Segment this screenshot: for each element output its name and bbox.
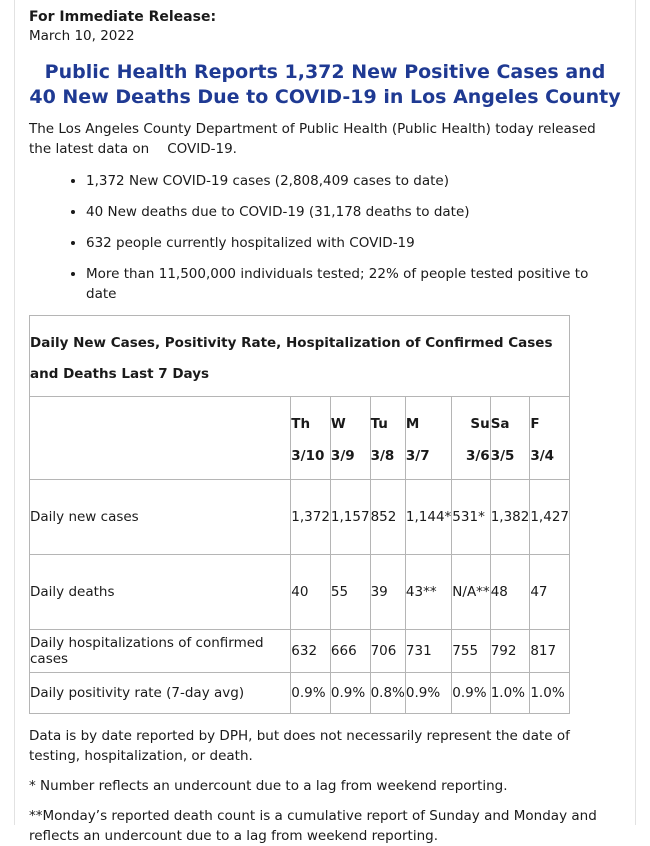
table-cell: 731 [405,630,451,673]
row-label: Daily deaths [30,555,291,630]
header-day: Su 3/6 [452,397,490,480]
seven-day-table [29,315,570,714]
row-label: Daily positivity rate (7-day avg) [30,673,291,714]
footnote: **Monday’s reported death count is a cumulative report of Sunday and Monday and reflects an undercount due to a lag from weekend reporting. [29,808,597,844]
table-cell: 0.8% [370,673,405,714]
table-cell: 55 [330,555,370,630]
list-item: • 40 New deaths due to COVID-19 (31,178 deaths to date) [86,202,609,222]
table-cell: 666 [330,630,370,673]
list-item: • 632 people currently hospitalized with COVID-19 [86,233,609,253]
table-row [30,480,570,555]
table-cell: 39 [370,555,405,630]
row-label: Daily new cases [30,480,291,555]
press-release [29,8,621,846]
table-cell: 706 [370,630,405,673]
header-day: Tu 3/8 [370,397,405,480]
table-cell: 1,427 [530,480,570,555]
table-row [30,630,570,673]
release-date: March 10, 2022 [29,28,135,44]
footnote: * Number reflects an undercount due to a lag from weekend reporting. [29,778,508,794]
header-day: W 3/9 [330,397,370,480]
header-day: F 3/4 [530,397,570,480]
table-cell: 1.0% [490,673,530,714]
table-cell: 531* [452,480,490,555]
table-header-row [30,397,570,480]
release-label: For Immediate Release: [29,9,217,25]
table-row [30,555,570,630]
table-row [30,673,570,714]
header-day: Th 3/10 [291,397,331,480]
list-item: • 1,372 New COVID-19 cases (2,808,409 cases to date) [86,171,609,191]
header-day: Sa 3/5 [490,397,530,480]
table-cell: 1.0% [530,673,570,714]
header-day: M 3/7 [405,397,451,480]
table-cell: 1,157 [330,480,370,555]
table-cell: 1,144* [405,480,451,555]
table-cell: 1,382 [490,480,530,555]
table-cell: 852 [370,480,405,555]
intro-text: The Los Angeles County Department of Public Health (Public Health) today released the latest data on [29,121,596,157]
header-blank [30,397,291,480]
list-item: • More than 11,500,000 individuals tested; 22% of people tested positive to date [86,264,609,304]
table-cell: 47 [530,555,570,630]
table-caption: Daily New Cases, Positivity Rate, Hospitalization of Confirmed Cases and Deaths Last 7 Days [30,316,570,397]
table-cell: 48 [490,555,530,630]
page-title: Public Health Reports 1,372 New Positive Cases and 40 New Deaths Due to COVID-19 in Los Angeles County [29,61,621,108]
row-label: Daily hospitalizations of confirmed cases [30,630,291,673]
table-cell: 0.9% [452,673,490,714]
table-cell: 0.9% [330,673,370,714]
intro-paragraph [29,119,609,159]
table-cell: 0.9% [405,673,451,714]
table-cell: N/A** [452,555,490,630]
highlights-list [29,171,609,304]
table-cell: 755 [452,630,490,673]
table-cell: 1,372 [291,480,331,555]
table-cell: 43** [405,555,451,630]
table-cell: 817 [530,630,570,673]
table-cell: 632 [291,630,331,673]
table-cell: 792 [490,630,530,673]
table-cell: 40 [291,555,331,630]
footnote: Data is by date reported by DPH, but does not necessarily represent the date of testing, hospitalization, or death. [29,728,570,764]
footnotes [29,726,614,846]
table-cell: 0.9% [291,673,331,714]
intro-text-end: COVID-19. [167,141,237,157]
